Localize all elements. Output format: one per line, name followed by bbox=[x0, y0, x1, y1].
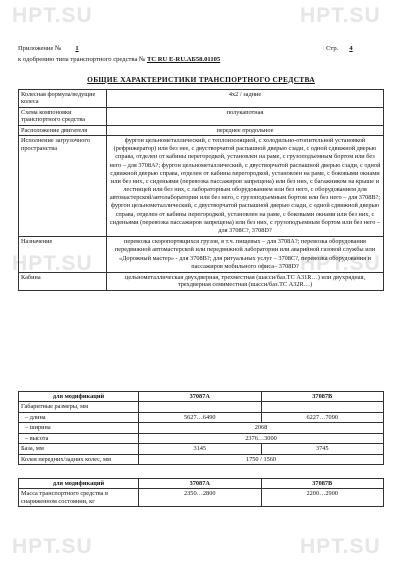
row-value: 2350…2800 bbox=[139, 489, 262, 507]
row-label: Масса транспортного средства в снаряженном состоянии, кг bbox=[19, 489, 139, 507]
row-value: перевозка скоропортящихся грузов, в т.ч. пищевых – для 3708А?; перевозка оборудования передвижной автомастерской или передвижной лаборатории или аварийной газовой службы или «Дорожный мастер» - для 3708В?; для ритуальных услуг – 3708С?, перевозка оборудования и пассажиров мобильного офиса– 3708D? bbox=[107, 237, 384, 273]
table-row bbox=[19, 444, 384, 454]
row-label: – высота bbox=[19, 433, 139, 443]
row-label: База, мм bbox=[19, 444, 139, 454]
row-label: Назначение bbox=[19, 237, 107, 273]
document-header bbox=[18, 45, 384, 65]
approval-number: ТС RU E-RU.АБ58.01105 bbox=[146, 56, 221, 63]
row-value: 2068 bbox=[139, 423, 384, 433]
appendix-label: Приложение № bbox=[18, 45, 62, 52]
header-cell: для модификаций bbox=[19, 479, 139, 489]
table-row bbox=[19, 412, 384, 422]
row-label: Колесная формула/ведущие колеса bbox=[19, 90, 107, 108]
row-label: Схема компоновки транспортного средства bbox=[19, 107, 107, 125]
row-label: – ширина bbox=[19, 423, 139, 433]
table-row bbox=[19, 454, 384, 464]
row-value: 2376…3000 bbox=[139, 433, 384, 443]
table-row bbox=[19, 423, 384, 433]
watermark: HPT.SU bbox=[300, 4, 381, 27]
mass-table bbox=[18, 478, 384, 507]
page-title: ОБЩИЕ ХАРАКТЕРИСТИКИ ТРАНСПОРТНОГО СРЕДСТВА bbox=[87, 75, 315, 84]
row-value: 5627…6490 bbox=[139, 412, 262, 422]
table-row bbox=[19, 272, 384, 290]
page-label: Стр. bbox=[326, 45, 339, 52]
table-row bbox=[19, 107, 384, 125]
watermark: HPT.SU bbox=[300, 535, 381, 558]
general-table bbox=[18, 89, 384, 291]
row-value: 3745 bbox=[261, 444, 384, 454]
row-value: полукапотная bbox=[107, 107, 384, 125]
table-row bbox=[19, 125, 384, 135]
page-number: 4 bbox=[349, 45, 353, 52]
header-cell: 37087В bbox=[261, 479, 384, 489]
table-header-row bbox=[19, 479, 384, 489]
table-row bbox=[19, 489, 384, 507]
table-row bbox=[19, 433, 384, 443]
table-row bbox=[19, 237, 384, 273]
row-value: 3145 bbox=[139, 444, 262, 454]
row-label: Габаритные размеры, мм bbox=[19, 402, 139, 412]
page-number-line bbox=[326, 45, 362, 53]
table-header-row bbox=[19, 392, 384, 402]
row-value: 4x2 / задние bbox=[107, 90, 384, 108]
row-value bbox=[139, 402, 262, 412]
row-label: – длина bbox=[19, 412, 139, 422]
approval-text: к одобрению типа транспортного средства № bbox=[18, 56, 146, 63]
row-value: переднее продольное bbox=[107, 125, 384, 135]
header-cell: 37087В bbox=[261, 392, 384, 402]
table-row bbox=[19, 402, 384, 412]
row-value: цельнометаллическая двухдверная, трехместная (шасси/баз.ТС А31R…) или двухрядная, трехдверная семиместная (шасси/баз.ТС А32R…) bbox=[107, 272, 384, 290]
watermark: HPT.SU bbox=[12, 4, 93, 27]
header-cell: 37087А bbox=[139, 392, 262, 402]
row-label: Кабина bbox=[19, 272, 107, 290]
watermark: HPT.SU bbox=[300, 252, 381, 275]
header-cell: 37087А bbox=[139, 479, 262, 489]
appendix-line bbox=[18, 45, 91, 53]
header-cell: для модификаций bbox=[19, 392, 139, 402]
row-value: 2200…2900 bbox=[261, 489, 384, 507]
table-row bbox=[19, 136, 384, 237]
table-row bbox=[19, 90, 384, 108]
row-value bbox=[261, 402, 384, 412]
watermark: HPT.SU bbox=[12, 535, 93, 558]
row-label: Исполнение загрузочного пространства bbox=[19, 136, 107, 237]
approval-line bbox=[18, 56, 220, 64]
row-value: 1750 / 1560 bbox=[139, 454, 384, 464]
row-label: Расположение двигателя bbox=[19, 125, 107, 135]
row-label: Колея передних/задних колес, мм bbox=[19, 454, 139, 464]
row-value: 6227…7090 bbox=[261, 412, 384, 422]
appendix-number: 1 bbox=[75, 45, 79, 52]
watermark: HPT.SU bbox=[12, 252, 93, 275]
dimensions-table bbox=[18, 391, 384, 465]
row-value: фургон цельнометаллический, с теплоизоляцией, с холодильно-отопительной установкой (рефрижератор) или без нее, с двустворчатой распашной дверью сзади, с одной сдвижной дверью справа, отделен от кабины перегородкой, установлен на раме, с грузоподъемным бортом или без него – для 3708А?; фургон цельнометаллический, с двустворчатой распашной дверью сзади, с одной сдвижной дверью справа, отделен от кабины перегородкой, установлен на раме, с боковыми окнами или без них, с сиденьями (перевозка пассажиров запрещена) или без них, с багажником на крыше и лестницей или без них, с лабораторным оборудованием или без него, с оборудованием для автомастерской/автолаборатории или без него, с грузоподъемным бортом или без него – для 3708В?; фургон цельнометаллический, с двустворчатой распашной дверью сзади, с одной сдвижной дверью справа, отделен от кабины перегородкой, установлен на раме, с боковыми окнами или без них, с сиденьями (перевозка пассажиров запрещена) или без них, с грузоподъемным бортом или без него – для 3708С?, 3708D? bbox=[107, 136, 384, 237]
